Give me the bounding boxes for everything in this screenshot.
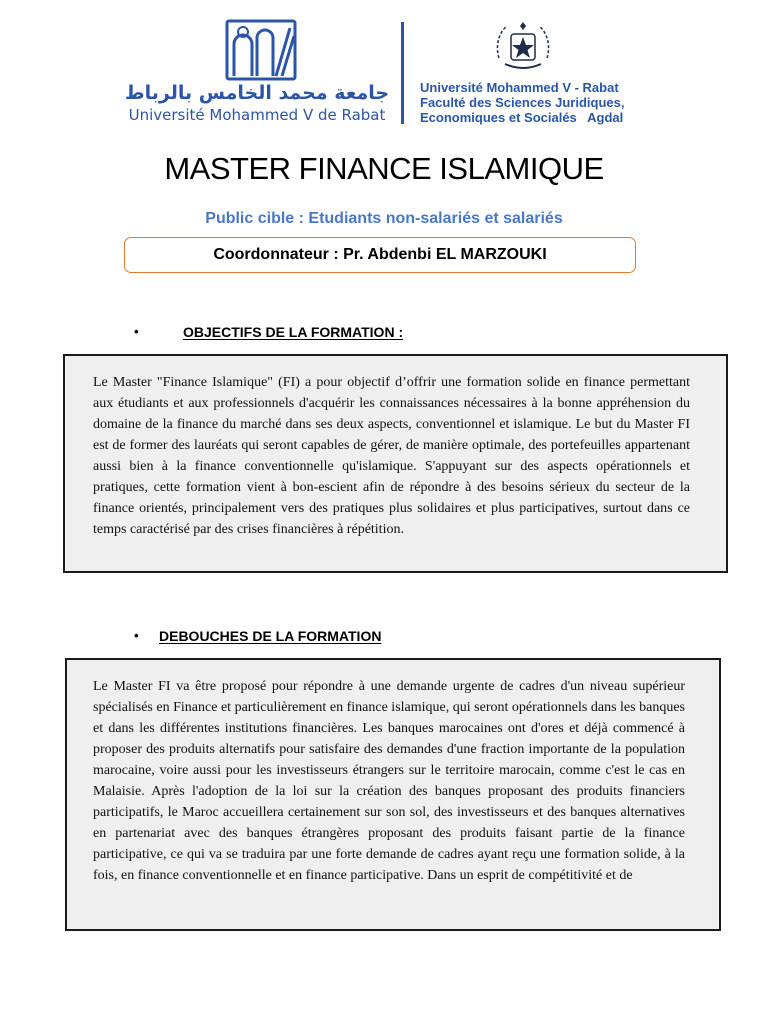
university-logo [224, 18, 298, 82]
section-heading-label: OBJECTIFS DE LA FORMATION : [183, 324, 404, 340]
faculty-line: Faculté des Sciences Juridiques, [420, 95, 625, 110]
objectifs-paragraph: Le Master "Finance Islamique" (FI) a pour objectif d’offrir une formation solide en finance permettant aux étudiants et aux professionnels d'acquérir les connaissances nécessaires à la bonne appréhension du domaine de la finance du marché dans ses deux aspects, conventionnel et islamique. Le but du Master FI est de former des lauréats qui seront capables de gérer, de manière optimale, des portefeuilles appartenant aussi bien à la finance conventionnelle qu'islamique. S'appuyant sur des aspects opérationnels et pratiques, cette formation vient à bon-escient afin de répondre à des besoins sérieux du secteur de la finance orientés, principalement vers des pratiques plus solidaires et plus participatives, surtout dans ce temps caractérisé par des crises financières à répétition. [93, 375, 690, 537]
faculty-line: Université Mohammed V - Rabat [420, 80, 619, 95]
debouches-paragraph: Le Master FI va être proposé pour répondre à une demande urgente de cadres d'un niveau supérieur spécialisés en Finance et particulièrement en finance islamique, qui seront opérationnels dans les banques et dans les différentes institutions financières. Les banques marocaines ont d'ores et déjà commencé à proposer des produits alternatifs pour satisfaire des demandes d'une fraction importante de la population marocaine, voire aussi pour les investisseurs étrangers sur le territoire marocain, comme c'est le cas en Malaisie. Après l'adoption de la loi sur la création des banques proposant des produits financiers participatifs, le Maroc accueillera certainement sur son sol, des investisseurs et des banques alternatives en partenariat avec des banques étrangères proposant des produits faisant partie de la finance participative, ce qui va se traduira par une forte demande de cadres ayant reçu une formation solide, à la fois, en finance conventionnelle et en finance participative. Dans un esprit de compétitivité et de [93, 679, 685, 883]
faculty-block [420, 80, 660, 125]
university-name-arabic: جامعة محمد الخامس بالرباط [124, 82, 390, 104]
coordinator-box: Coordonnateur : Pr. Abdenbi EL MARZOUKI [124, 237, 636, 273]
section-heading-label: DEBOUCHES DE LA FORMATION [159, 628, 382, 644]
target-audience-subtitle: Public cible : Etudiants non-salariés et salariés [205, 210, 563, 227]
debouches-text-box [65, 658, 721, 931]
faculty-line: Economiques et Socialés Agdal [420, 110, 624, 125]
header-divider [401, 22, 404, 124]
bullet-icon: • [134, 324, 139, 339]
page-title: MASTER FINANCE ISLAMIQUE [164, 151, 604, 186]
coat-of-arms-emblem [493, 18, 553, 76]
objectifs-text-box [63, 354, 728, 573]
bullet-icon: • [134, 628, 139, 643]
university-name-latin: Université Mohammed V de Rabat [128, 106, 386, 124]
